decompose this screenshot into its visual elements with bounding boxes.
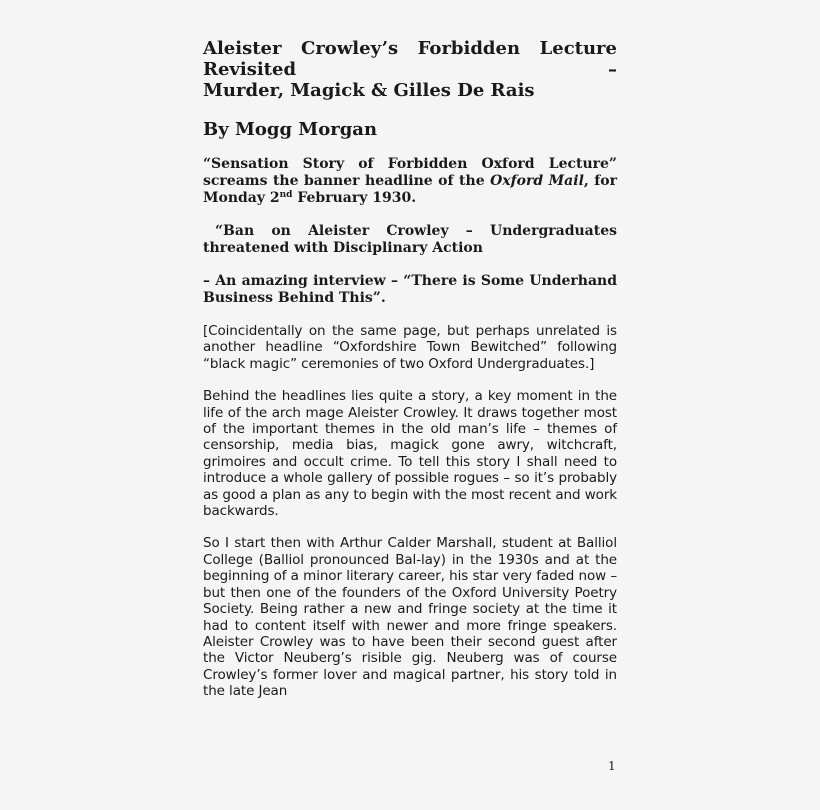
headline-1-text-b: , for Monday 2	[203, 173, 618, 206]
headline-1-text-c: February 1930.	[292, 190, 417, 206]
title-line-1: Aleister Crowley’s Forbidden Lecture	[203, 38, 617, 59]
paragraph-behind-headlines: Behind the headlines lies quite a story, a key moment in the life of the arch mage Aleister Crowley. It draws together most of the important themes in the old man’s life – themes of censorship, media bias, magick gone awry, witchcraft, grimoires and occult crime. To tell this story I shall need to introduce a whole gallery of possible rogues – so it’s probably as good a plan as any to begin with the most recent and work backwards.	[203, 388, 617, 520]
headline-quote-3: – An amazing interview – “There is Some Underhand Business Behind This”.	[203, 273, 617, 306]
document-page	[203, 38, 617, 700]
paragraph-calder-marshall: So I start then with Arthur Calder Marshall, student at Balliol College (Balliol pronounced Bal-lay) in the 1930s and at the beginning of a minor literary career, his star very faded now – but then one of the founders of the Oxford University Poetry Society. Being rather a new and fringe society at the time it had to content itself with newer and more fringe speakers. Aleister Crowley was to have been their second guest after the Victor Neuberg’s risible gig. Neuberg was of course Crowley’s former lover and magical partner, his story told in the late Jean	[203, 535, 617, 700]
byline: By Mogg Morgan	[203, 119, 378, 140]
headline-quote-2: “Ban on Aleister Crowley – Undergraduates threatened with Disciplinary Action	[203, 223, 617, 256]
title-line-3: Murder, Magick & Gilles De Rais	[203, 80, 535, 101]
newspaper-name: Oxford Mail	[490, 173, 584, 189]
paragraph-coincidence: [Coincidentally on the same page, but perhaps unrelated is another headline “Oxfordshire Town Bewitched” following “black magic” ceremonies of two Oxford Undergraduates.]	[203, 323, 617, 372]
document-title	[203, 38, 617, 101]
page-number: 1	[608, 759, 616, 773]
headline-1-text-a: “Sensation Story of Forbidden Oxford Lecture” screams the banner headline of the	[203, 156, 617, 189]
headline-quote-1	[203, 156, 617, 207]
ordinal-suffix: nd	[279, 190, 293, 200]
title-line-2: Revisited –	[203, 59, 617, 80]
